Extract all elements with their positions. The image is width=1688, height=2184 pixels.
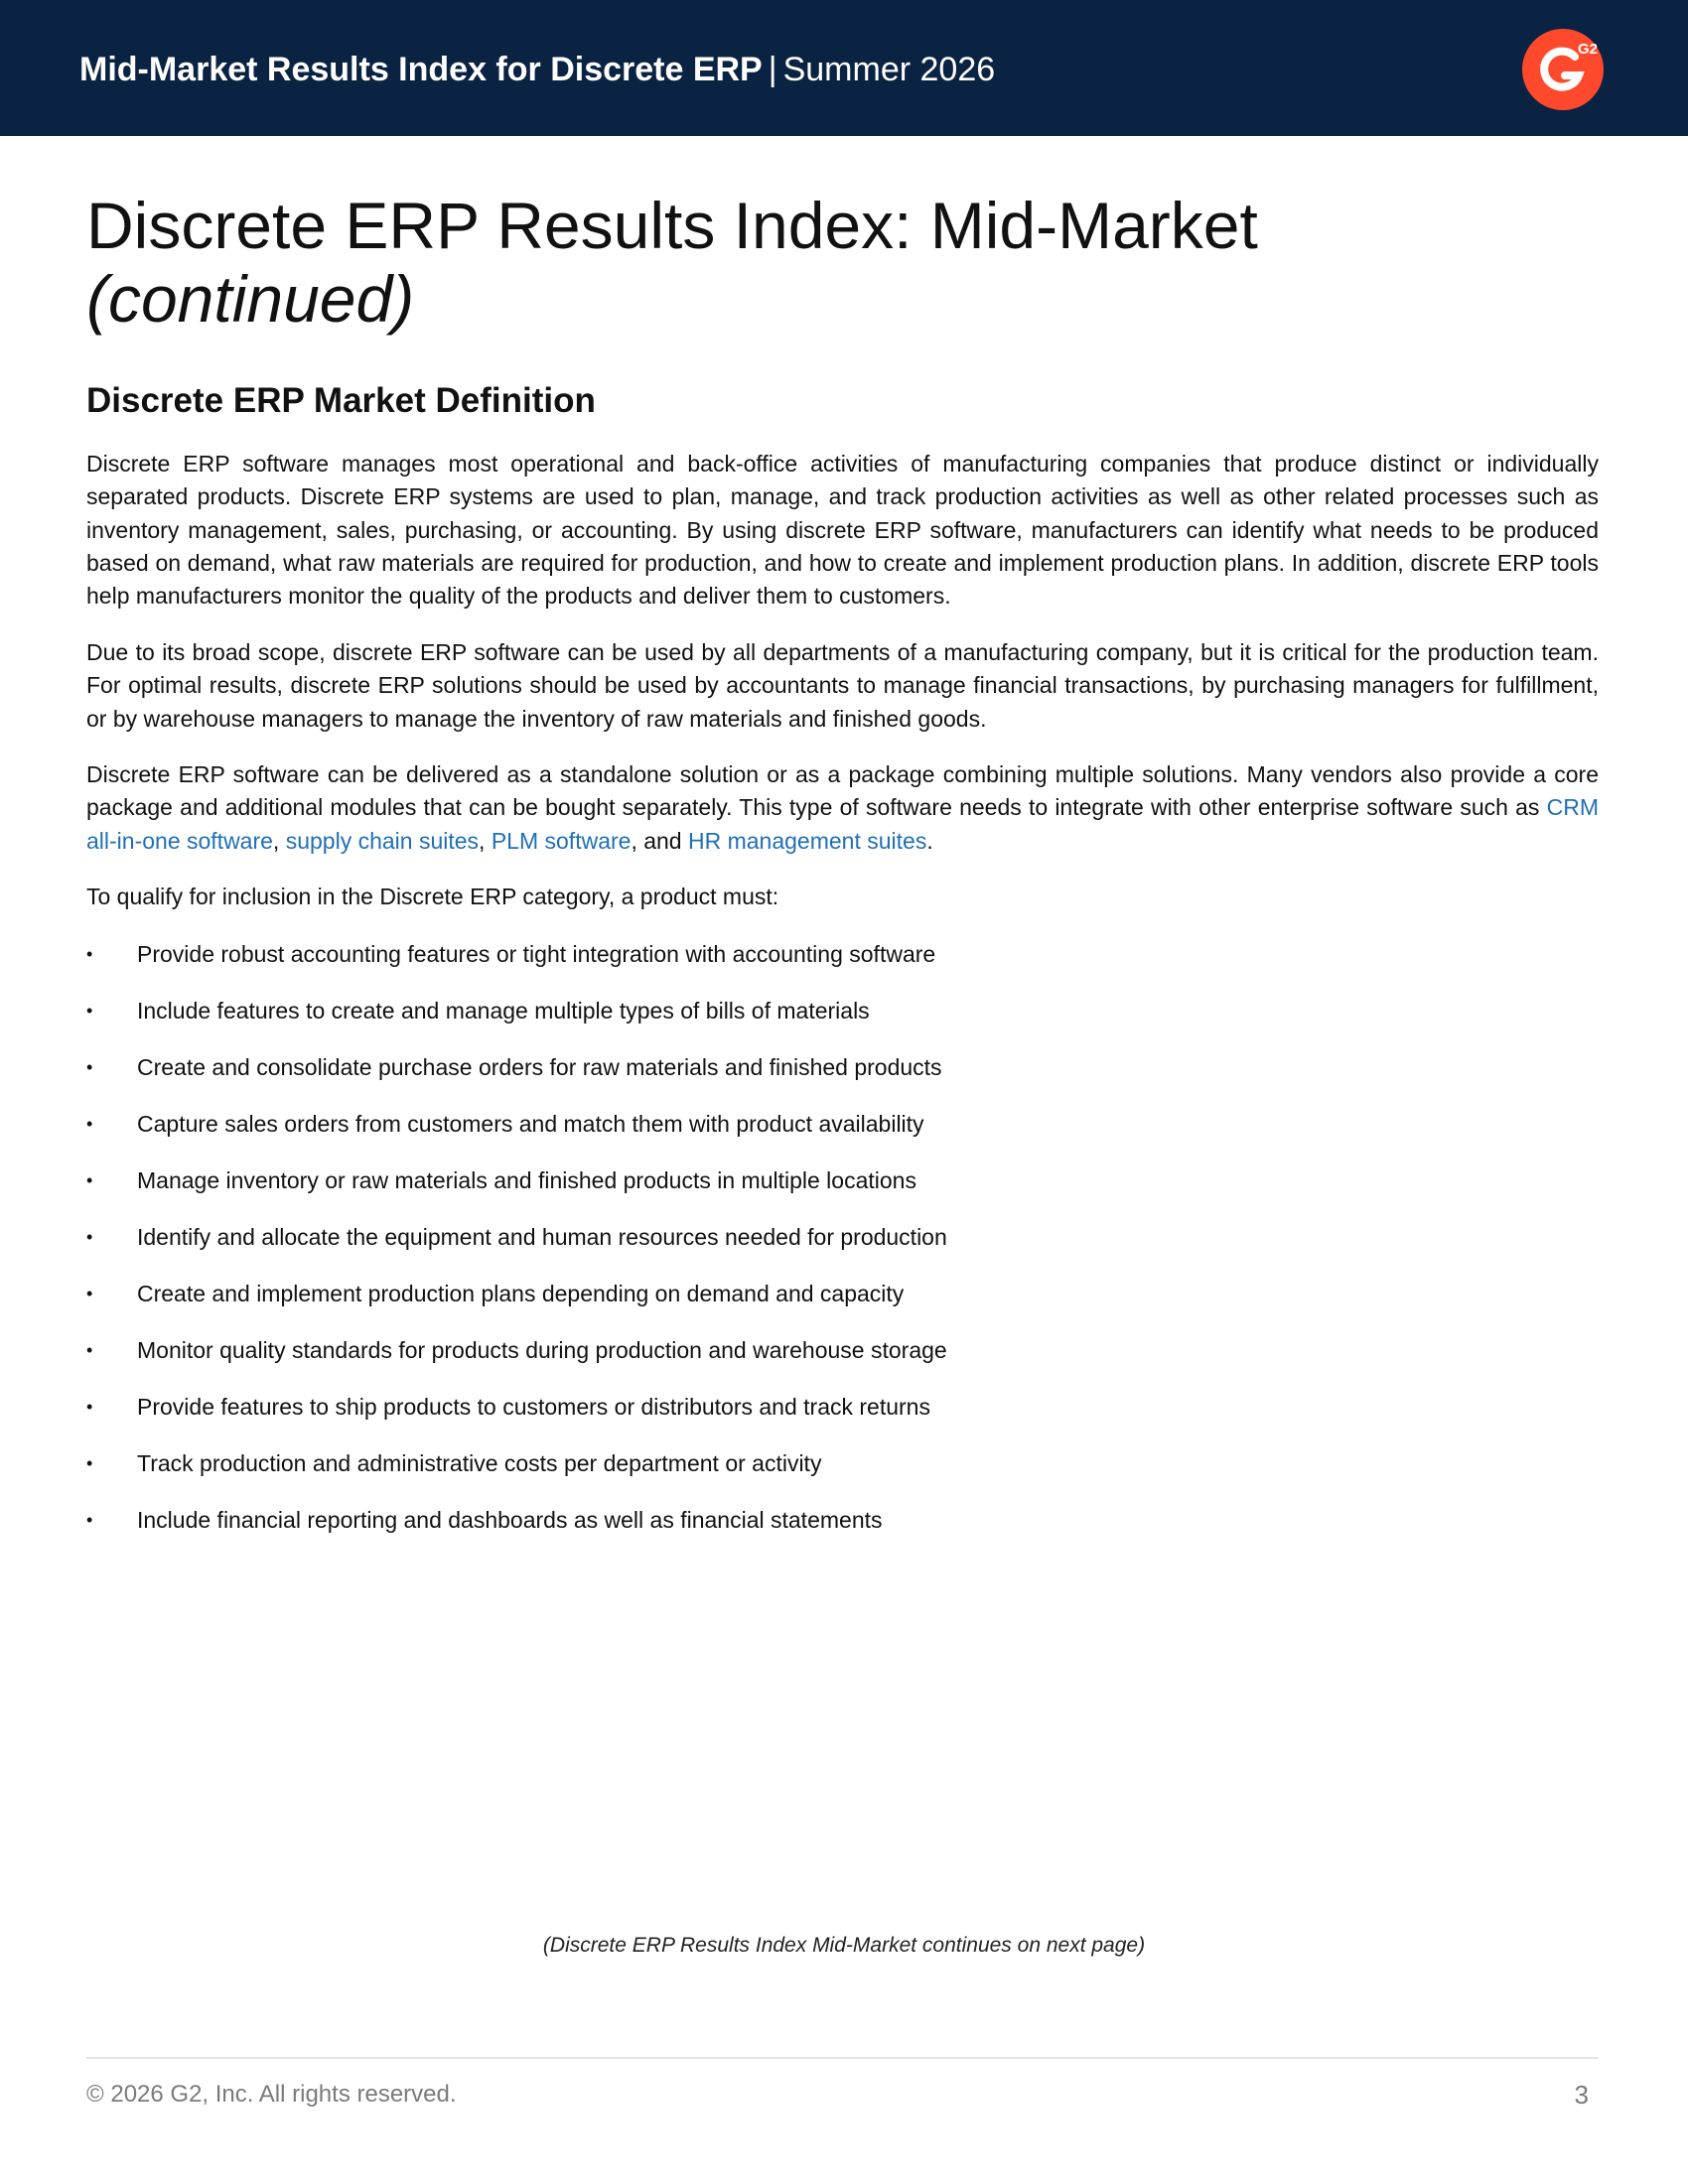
bullet-icon: • bbox=[86, 944, 93, 964]
list-item bbox=[86, 1221, 947, 1278]
g2-logo-icon bbox=[1522, 29, 1604, 110]
bullet-icon: • bbox=[86, 1453, 93, 1473]
page-title-main: Discrete ERP Results Index: Mid-Market bbox=[86, 189, 1258, 262]
header-title bbox=[79, 48, 995, 91]
page-title-continued: (continued) bbox=[86, 262, 415, 336]
link-plm-software[interactable]: PLM software bbox=[491, 827, 632, 854]
definition-paragraph-2: Due to its broad scope, discrete ERP software can be used by all departments of a manufacturing company, but it is critical for the production team. For optimal results, discrete ERP solutions should be used by accountants to manage financial transactions, by purchasing managers for fulfillment, or by warehouse managers to manage the inventory of raw materials and finished goods. bbox=[86, 639, 1599, 732]
header-separator: | bbox=[768, 51, 777, 88]
bullet-icon: • bbox=[86, 1397, 93, 1417]
bullet-icon: • bbox=[86, 1001, 93, 1021]
definition-paragraph-3 bbox=[86, 758, 1599, 858]
copyright-text: © 2026 G2, Inc. All rights reserved. bbox=[86, 2081, 457, 2108]
list-item bbox=[86, 1278, 947, 1334]
bullet-icon: • bbox=[86, 1227, 93, 1247]
criteria-text: Create and implement production plans depending on demand and capacity bbox=[137, 1281, 905, 1306]
paragraph-3-text: Discrete ERP software can be delivered as a standalone solution or as a package combining multiple solutions. Many vendors also provide a core package and additional modules that can be bought separately. This type of software needs to integrate with other enterprise software such as bbox=[86, 761, 1599, 821]
qualify-intro: To qualify for inclusion in the Discrete ERP category, a product must: bbox=[86, 884, 779, 909]
bullet-icon: • bbox=[86, 1284, 93, 1303]
list-item bbox=[86, 1051, 947, 1108]
page-number: 3 bbox=[1574, 2080, 1589, 2110]
list-item bbox=[86, 1447, 947, 1504]
criteria-text: Create and consolidate purchase orders for raw materials and finished products bbox=[137, 1054, 942, 1080]
bullet-icon: • bbox=[86, 1170, 93, 1190]
criteria-list bbox=[86, 938, 947, 1561]
section-heading: Discrete ERP Market Definition bbox=[86, 381, 596, 420]
criteria-text: Provide features to ship products to customers or distributors and track returns bbox=[137, 1394, 930, 1420]
page-title bbox=[86, 189, 1258, 336]
paragraph-3-end: . bbox=[926, 827, 933, 854]
bullet-icon: • bbox=[86, 1340, 93, 1360]
criteria-text: Include features to create and manage multiple types of bills of materials bbox=[137, 998, 870, 1024]
report-season: Summer 2026 bbox=[782, 51, 996, 88]
list-item bbox=[86, 1391, 947, 1447]
link-crm-all-in-one-software[interactable]: CRM all-in-one software bbox=[86, 794, 1599, 854]
list-item bbox=[86, 1108, 947, 1164]
bullet-icon: • bbox=[86, 1114, 93, 1134]
footer-divider bbox=[86, 2057, 1599, 2059]
criteria-text: Track production and administrative costs per department or activity bbox=[137, 1450, 822, 1476]
bullet-icon: • bbox=[86, 1057, 93, 1077]
bullet-icon: • bbox=[86, 1510, 93, 1530]
list-item bbox=[86, 1164, 947, 1221]
link-hr-management-suites[interactable]: HR management suites bbox=[687, 827, 927, 854]
criteria-text: Identify and allocate the equipment and human resources needed for production bbox=[137, 1224, 947, 1250]
report-name: Mid-Market Results Index for Discrete ERP bbox=[79, 51, 763, 88]
continues-note: (Discrete ERP Results Index Mid-Market continues on next page) bbox=[542, 1934, 1146, 1957]
definition-paragraph-1: Discrete ERP software manages most operational and back-office activities of manufacturing companies that produce distinct or individually separated products. Discrete ERP systems are used to plan, manage, and track production activities as well as other related processes such as inventory management, sales, purchasing, or accounting. By using discrete ERP software, manufacturers can identify what needs to be produced based on demand, what raw materials are required for production, and how to create and implement production plans. In addition, discrete ERP tools help manufacturers monitor the quality of the products and deliver them to customers. bbox=[86, 451, 1599, 610]
report-header bbox=[0, 0, 1688, 136]
link-separator: , and bbox=[631, 827, 688, 854]
criteria-text: Capture sales orders from customers and match them with product availability bbox=[137, 1111, 924, 1137]
criteria-text: Provide robust accounting features or tight integration with accounting software bbox=[137, 941, 936, 967]
list-item bbox=[86, 995, 947, 1051]
link-separator: , bbox=[479, 827, 492, 854]
logo-text: G2 bbox=[1578, 41, 1599, 58]
criteria-text: Manage inventory or raw materials and finished products in multiple locations bbox=[137, 1167, 916, 1193]
list-item bbox=[86, 1504, 947, 1561]
link-separator: , bbox=[272, 827, 286, 854]
list-item bbox=[86, 938, 947, 995]
criteria-text: Monitor quality standards for products during production and warehouse storage bbox=[137, 1337, 947, 1363]
criteria-text: Include financial reporting and dashboards as well as financial statements bbox=[137, 1507, 883, 1533]
list-item bbox=[86, 1334, 947, 1391]
link-supply-chain-suites[interactable]: supply chain suites bbox=[285, 827, 480, 854]
